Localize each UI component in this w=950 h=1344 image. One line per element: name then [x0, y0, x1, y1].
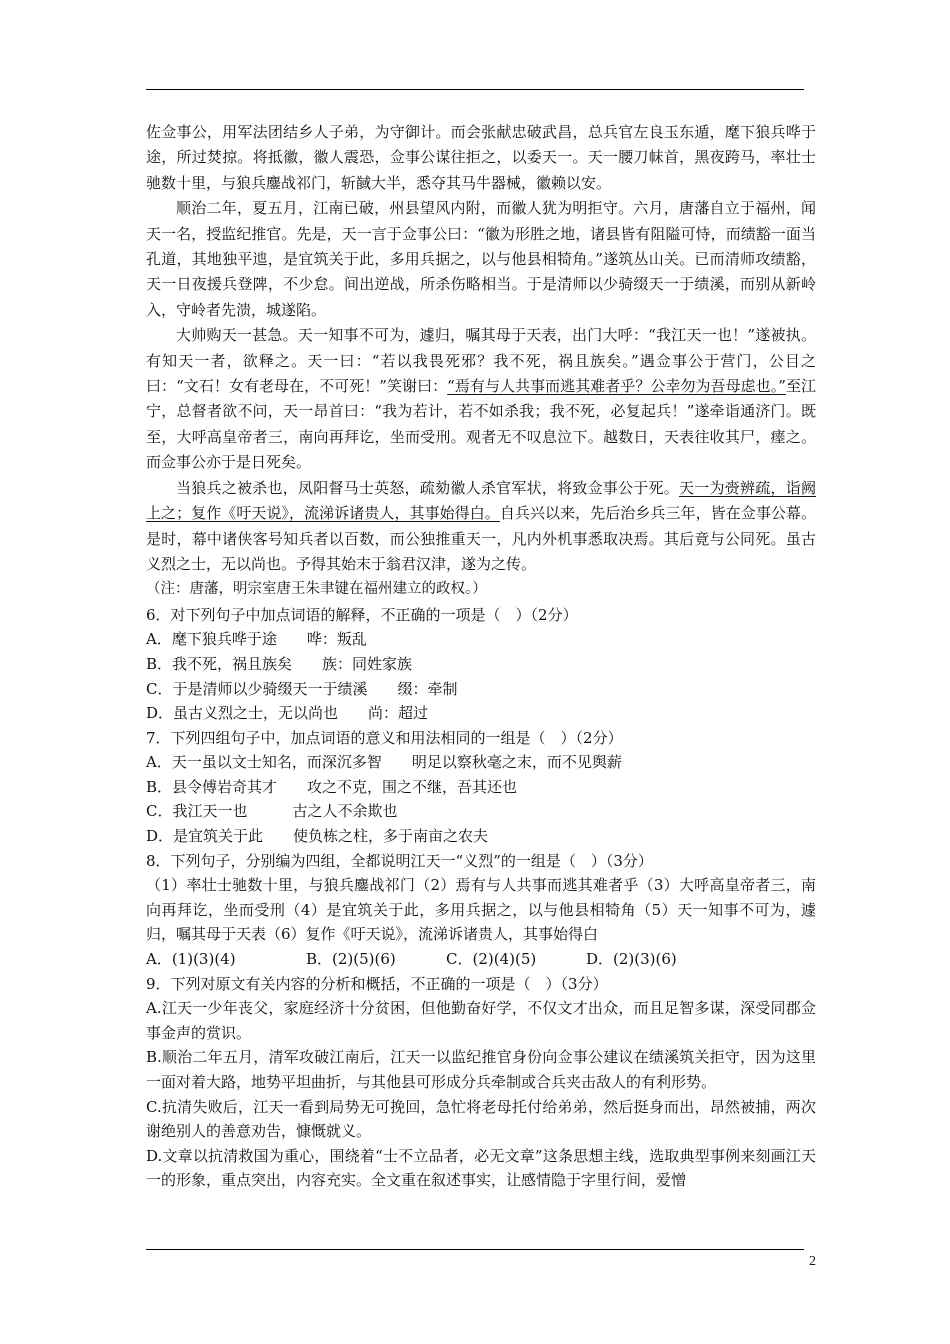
- question-6-option-d: D．虽古义烈之士，无以尚也 尚：超过: [146, 704, 429, 723]
- question-6: [146, 603, 816, 726]
- question-9-stem: 9．下列对原文有关内容的分析和概括，不正确的一项是（ ）（3分）: [146, 974, 608, 993]
- question-6-option-b: B．我不死，祸且族矣 族：同姓家族: [146, 654, 413, 673]
- passage-paragraph-4: [146, 476, 816, 578]
- page-content: [146, 120, 816, 1193]
- question-7-option-a: A．天一虽以文士知名，而深沉多智 明足以察秋毫之末，而不见舆薪: [146, 753, 622, 772]
- question-7-option-b: B．县令傅岩奇其才 攻之不克，围之不继，吾其还也: [146, 777, 518, 796]
- passage: [146, 120, 816, 603]
- question-8-body: （1）率壮士驰数十里，与狼兵鏖战祁门（2）焉有与人共事而逃其难者乎（3）大呼高皇帝者三，南向再拜讫，坐而受刑（4）是宜筑关于此，多用兵据之，以与他县相犄角（5）天一知事不可为，遽归，嘱其母于天表（6）复作《吁天说》，流涕诉诸贵人，其事始得白: [146, 876, 816, 944]
- passage-paragraph-1: 佐佥事公，用军法团结乡人子弟，为守御计。而会张献忠破武昌，总兵官左良玉东遁，麾下狼兵哗于途，所过焚掠。将抵徽，徽人震恐，佥事公谋往拒之，以委天一。天一腰刀帓首，黑夜跨马，率壮士驰数十里，与狼兵鏖战祁门，斩馘大半，悉夺其马牛器械，徽赖以安。: [146, 123, 816, 192]
- question-8-option-c: C．(2)(4)(5): [446, 950, 537, 969]
- question-8-option-b: B．(2)(5)(6): [306, 950, 396, 969]
- question-6-stem: 6．对下列句子中加点词语的解释，不正确的一项是（ ）（2分）: [146, 605, 578, 624]
- underlined-sentence-2: 天一为赍辨疏，诣阙上之；复作《吁天说》，流涕诉诸贵人，其事始得白。: [146, 478, 816, 523]
- paragraph-4-text-b: 自兵兴以来，先后治乡兵三年，皆在佥事公幕。是时，幕中诸侠客号知兵者以百数，而公独推重天一，凡内外机事悉取决焉。其后竟与公同死。虽古义烈之士，无以尚也。予得其始末于翁君汉津，遂为之传。: [146, 504, 816, 573]
- question-7-option-d: D．是宜筑关于此 使负栋之柱，多于南亩之农夫: [146, 827, 489, 846]
- paragraph-3-text-b: 至江宁，总督者欲不问，天一昂首曰：“我为若计，若不如杀我；我不死，必复起兵！”遂牵诣通济门。既至，大呼高皇帝者三，南向再拜讫，坐而受刑。观者无不叹息泣下。越数日，天表往收其尸，瘗之。而佥事公亦于是日死矣。: [146, 377, 817, 472]
- paragraph-4-text-a: 当狼兵之被杀也，凤阳督马士英怒，疏劾徽人杀官军状，将致佥事公于死。: [176, 478, 680, 497]
- question-7: [146, 726, 816, 849]
- page-number: 2: [809, 1254, 816, 1269]
- question-9-option-d: D.文章以抗清救国为重心，围绕着“士不立品者，必无文章”这条思想主线，选取典型事例来刻画江天一的形象，重点突出，内容充实。全文重在叙述事实，让感情隐于字里行间，爱憎: [146, 1146, 816, 1190]
- question-7-option-c: C．我江天一也 古之人不余欺也: [146, 802, 398, 821]
- footer-rule: [146, 1249, 804, 1250]
- paragraph-3-text-a: 大帅购天一甚急。天一知事不可为，遽归，嘱其母于天表，出门大呼：“我江天一也！”遂被执。有知天一者，欲释之。天一曰：“若以我畏死邪？我不死，祸且族矣。”遇佥事公于营门，公目之曰：“文石！女有老母在，不可死！”笑谢曰：: [146, 326, 816, 396]
- question-8-stem: 8．下列句子，分别编为四组，全都说明江天一“义烈”的一组是（ ）（3分）: [146, 851, 653, 870]
- question-8-option-a: A．(1)(3)(4): [146, 950, 236, 969]
- question-6-option-a: A．麾下狼兵哗于途 哗：叛乱: [146, 630, 367, 649]
- question-7-stem: 7．下列四组句子中，加点词语的意义和用法相同的一组是（ ）（2分）: [146, 728, 623, 747]
- question-9: [146, 972, 816, 1193]
- underlined-sentence-1: “焉有与人共事而逃其难者乎？公幸勿为吾母虑也。”: [447, 377, 786, 396]
- passage-paragraph-3: [146, 323, 816, 475]
- annotation-note: （注：唐藩，明宗室唐王朱聿键在福州建立的政权。）: [146, 581, 487, 598]
- question-8: [146, 849, 816, 972]
- question-6-option-c: C．于是清师以少骑缀天一于绩溪 缀：牵制: [146, 679, 458, 698]
- question-8-options: [146, 947, 816, 972]
- question-9-option-c: C.抗清失败后，江天一看到局势无可挽回，急忙将老母托付给弟弟，然后挺身而出，昂然被捕，两次谢绝别人的善意劝告，慷慨就义。: [146, 1097, 816, 1141]
- question-9-option-b: B.顺治二年五月，清军攻破江南后，江天一以监纪推官身份向佥事公建议在绩溪筑关拒守，因为这里一面对着大路，地势平坦曲折，与其他县可形成分兵牵制或合兵夹击敌人的有利形势。: [146, 1048, 816, 1091]
- header-rule: [146, 89, 804, 90]
- question-9-option-a: A.江天一少年丧父，家庭经济十分贫困，但他勤奋好学，不仅文才出众，而且足智多谋，深受同郡佥事金声的赏识。: [146, 999, 816, 1042]
- passage-paragraph-2: 顺治二年，夏五月，江南已破，州县望风内附，而徽人犹为明拒守。六月，唐藩自立于福州，闻天一名，授监纪推官。先是，天一言于佥事公曰：“徽为形胜之地，诸县皆有阻隘可恃，而绩豁一面当孔道，其地独平迆，是宜筑关于此，多用兵据之，以与他县相犄角。”遂筑丛山关。已而清师攻绩豁，天一日夜援兵登陴，不少怠。间出逆战，所杀伤略相当。于是清师以少骑缀天一于绩溪，而别从新岭入，守岭者先溃，城遂陷。: [146, 199, 816, 319]
- question-8-option-d: D．(2)(3)(6): [586, 950, 677, 969]
